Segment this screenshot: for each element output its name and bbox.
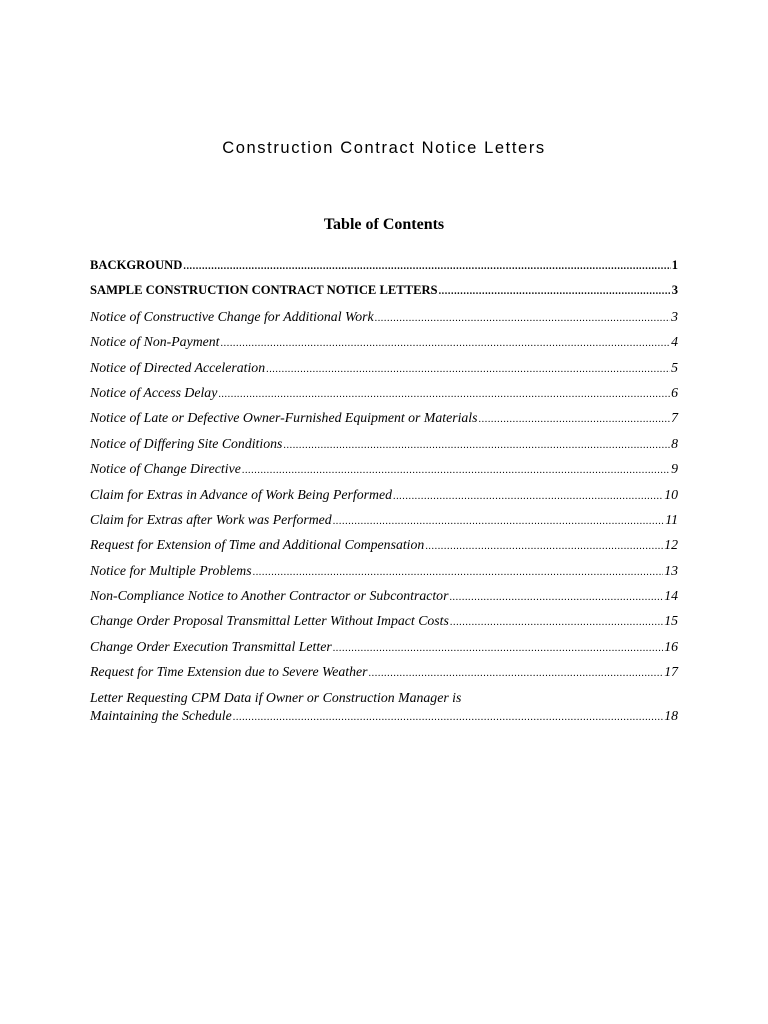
toc-entry[interactable]: [90, 436, 678, 461]
dot-leader: [242, 465, 670, 476]
toc-page-number: 12: [664, 537, 678, 553]
toc-entry-label: Request for Time Extension due to Severe Weather: [90, 664, 368, 680]
dot-leader: [393, 491, 663, 502]
toc-entry[interactable]: [90, 385, 678, 410]
toc-entry-label: BACKGROUND: [90, 258, 183, 272]
toc-entry[interactable]: [90, 410, 678, 435]
dot-leader: [425, 541, 663, 552]
dot-leader: [333, 643, 664, 654]
toc-entry[interactable]: [90, 360, 678, 385]
toc-entry[interactable]: [90, 461, 678, 486]
toc-entry-label: Change Order Execution Transmittal Letter: [90, 638, 332, 654]
toc-page-number: 6: [671, 384, 678, 400]
toc-heading: Table of Contents: [323, 216, 445, 233]
table-of-contents: [90, 258, 678, 733]
toc-entry-first-line[interactable]: [90, 690, 678, 708]
toc-page-number: 18: [664, 707, 678, 723]
dot-leader: [253, 567, 664, 578]
toc-page-number: 8: [671, 435, 678, 451]
toc-entry[interactable]: [90, 487, 678, 512]
toc-entry-label: Change Order Proposal Transmittal Letter Without Impact Costs: [90, 613, 449, 629]
toc-entry[interactable]: [90, 258, 678, 283]
dot-leader: [369, 668, 664, 679]
dot-leader: [439, 286, 671, 297]
toc-entry[interactable]: [90, 563, 678, 588]
toc-entry-label: Notice of Differing Site Conditions: [90, 435, 283, 451]
toc-entry-label: SAMPLE CONSTRUCTION CONTRACT NOTICE LETTERS: [90, 283, 438, 298]
toc-page-number: 14: [664, 588, 678, 604]
toc-entry[interactable]: [90, 309, 678, 334]
dot-leader: [233, 712, 663, 723]
toc-page-number: 1: [671, 258, 678, 272]
toc-page-number: 16: [664, 638, 678, 654]
toc-entry-label: Notice of Non-Payment: [90, 334, 220, 350]
toc-entry[interactable]: [90, 613, 678, 638]
dot-leader: [183, 261, 670, 272]
toc-page-number: 9: [671, 461, 678, 477]
toc-entry[interactable]: [90, 588, 678, 613]
toc-page-number: 5: [671, 359, 678, 375]
toc-entry[interactable]: [90, 664, 678, 689]
toc-entry-label: Claim for Extras in Advance of Work Being Performed: [90, 486, 392, 502]
toc-entry-label: Notice of Constructive Change for Additional Work: [90, 308, 374, 324]
toc-page-number: 11: [665, 511, 678, 527]
toc-entry-label: Non-Compliance Notice to Another Contractor or Subcontractor: [90, 588, 449, 604]
toc-entry-label: Notice of Access Delay: [90, 384, 218, 400]
toc-page-number: 10: [664, 486, 678, 502]
document-title: Construction Contract Notice Letters: [222, 139, 546, 157]
toc-entry[interactable]: [90, 283, 678, 308]
toc-page-number: 7: [671, 410, 678, 426]
toc-entry[interactable]: [90, 639, 678, 664]
dot-leader: [218, 389, 670, 400]
toc-page-number: 3: [671, 308, 678, 324]
toc-entry[interactable]: [90, 537, 678, 562]
dot-leader: [479, 414, 671, 425]
toc-entry-label: Notice of Late or Defective Owner-Furnished Equipment or Materials: [90, 410, 478, 426]
dot-leader: [266, 364, 670, 375]
toc-entry-label: Notice for Multiple Problems: [90, 562, 252, 578]
toc-entry[interactable]: [90, 512, 678, 537]
dot-leader: [375, 313, 671, 324]
toc-page-number: 17: [664, 664, 678, 680]
dot-leader: [283, 440, 670, 451]
toc-entry-label: Letter Requesting CPM Data if Owner or Construction Manager is: [90, 689, 462, 705]
toc-page-number: 15: [664, 613, 678, 629]
dot-leader: [333, 516, 665, 527]
toc-page-number: 4: [671, 334, 678, 350]
dot-leader: [449, 592, 663, 603]
toc-entry-label: Request for Extension of Time and Additional Compensation: [90, 537, 425, 553]
toc-page-number: 3: [671, 283, 678, 298]
dot-leader: [450, 617, 663, 628]
toc-entry-continuation: Maintaining the Schedule: [90, 707, 232, 723]
dot-leader: [221, 338, 671, 349]
toc-entry-label: Notice of Directed Acceleration: [90, 359, 266, 375]
toc-page-number: 13: [664, 562, 678, 578]
toc-entry[interactable]: [90, 708, 678, 733]
toc-entry-label: Notice of Change Directive: [90, 461, 241, 477]
toc-entry-label: Claim for Extras after Work was Performed: [90, 511, 332, 527]
toc-entry[interactable]: [90, 334, 678, 359]
